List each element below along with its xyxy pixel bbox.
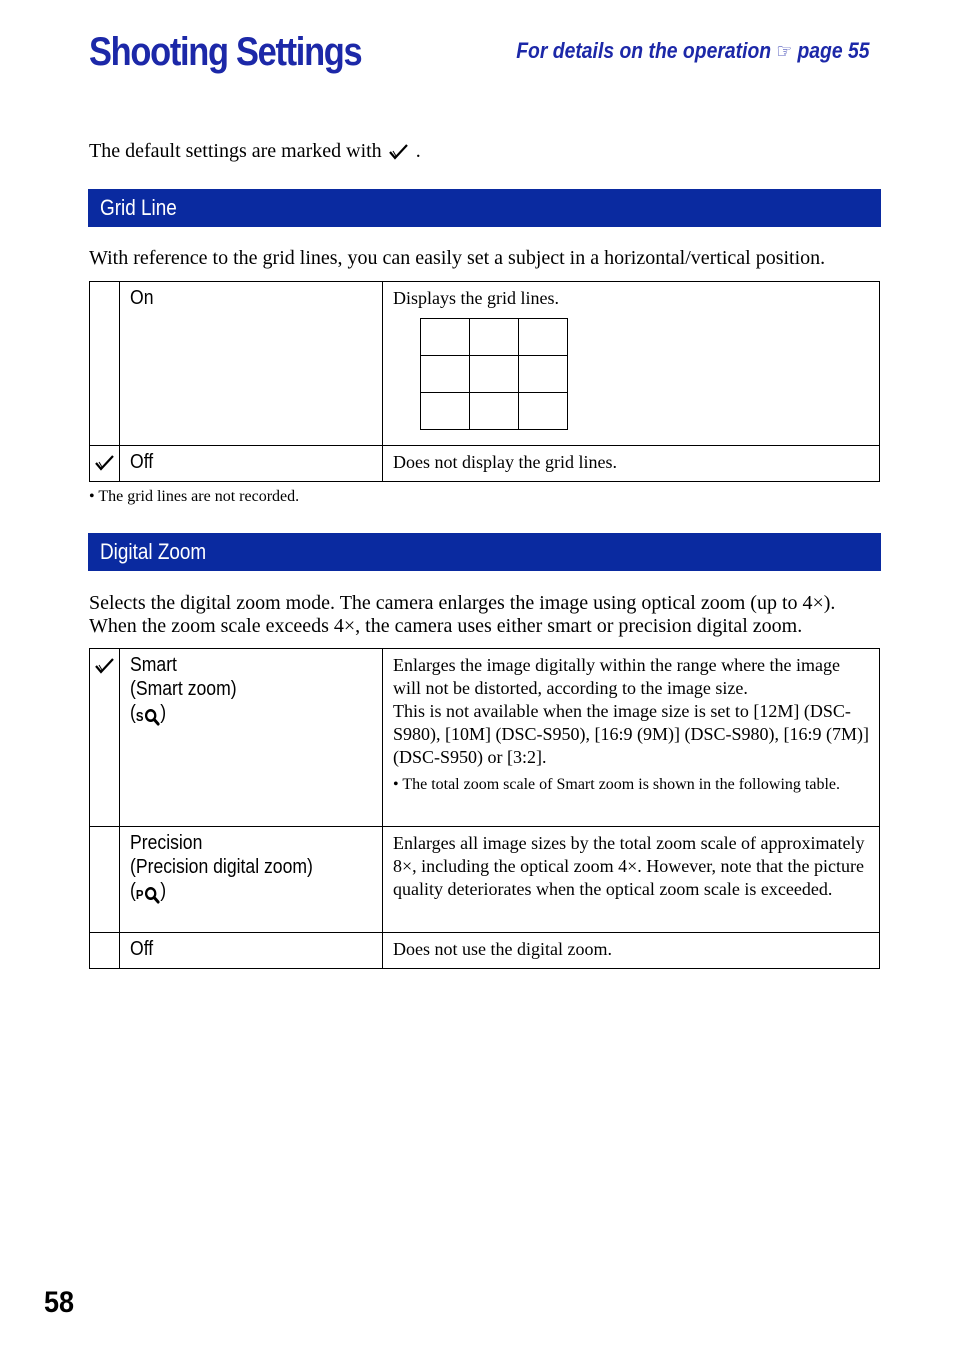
section-heading-grid-line: [88, 189, 881, 227]
option-label: Smart: [130, 654, 177, 676]
operation-reference-link[interactable]: [517, 38, 870, 64]
description-cell: [383, 933, 880, 969]
grid-illustration: [420, 318, 568, 430]
digital-zoom-table: [89, 648, 880, 969]
default-note: [89, 140, 421, 163]
default-note-text: The default settings are marked with: [89, 140, 382, 162]
option-cell: [120, 282, 383, 446]
table-row: [90, 649, 880, 827]
intro-line: Selects the digital zoom mode. The camera enlarges the image using optical zoom (up to 4×).: [89, 592, 836, 614]
default-mark-cell: [90, 282, 120, 446]
table-row: [90, 827, 880, 933]
section-heading-text: Digital Zoom: [100, 539, 207, 564]
option-label: On: [130, 287, 154, 309]
option-label: Off: [130, 938, 154, 960]
grid-line-intro: With reference to the grid lines, you can easily set a subject in a horizontal/vertical position.: [89, 247, 826, 269]
digital-zoom-intro: [89, 592, 889, 638]
grid-line-table: [89, 281, 880, 482]
option-cell: [120, 933, 383, 969]
option-cell: [120, 827, 383, 933]
grid-line-footnote: • The grid lines are not recorded.: [89, 488, 300, 505]
description-text: Enlarges all image sizes by the total zoom scale of approximately 8×, including the optical zoom 4×. However, note that the picture quality deteriorates when the optical zoom scale is exceeded.: [393, 833, 865, 899]
operation-reference-page: page 55: [797, 38, 870, 63]
default-mark-cell: [90, 933, 120, 969]
option-cell: [120, 649, 383, 827]
smart-zoom-icon: S: [136, 705, 160, 729]
section-heading-text: Grid Line: [100, 195, 177, 220]
table-row: [90, 446, 880, 482]
description-cell: [383, 282, 880, 446]
operation-reference-text: For details on the operation: [516, 38, 772, 63]
option-sublabel: (Smart zoom): [130, 678, 237, 700]
description-text: Enlarges the image digitally within the range where the image will not be distorted, according to the image size.: [393, 655, 841, 698]
intro-line: When the zoom scale exceeds 4×, the camera uses either smart or precision digital zoom.: [89, 615, 803, 637]
pointing-hand-icon: ☞: [776, 40, 793, 63]
option-sublabel: (Precision digital zoom): [130, 856, 313, 878]
description-cell: [383, 649, 880, 827]
description-bullet: • The total zoom scale of Smart zoom is shown in the following table.: [393, 776, 840, 793]
page-title: Shooting Settings: [89, 30, 362, 74]
description-text: Does not display the grid lines.: [393, 452, 617, 472]
default-mark-cell: [90, 446, 120, 482]
option-cell: [120, 446, 383, 482]
checkmark-icon: [388, 143, 410, 161]
default-note-suffix: .: [415, 140, 421, 162]
default-mark-cell: [90, 649, 120, 827]
table-row: [90, 933, 880, 969]
description-text: This is not available when the image size is set to [12M] (DSC-S980), [10M] (DSC-S950), [16:9 (9M)] (DSC-S980), [16:9 (7M)] (DSC-S950) or [3:2].: [393, 701, 869, 767]
option-icon-label: ( P ): [130, 879, 166, 907]
option-icon-label: ( S ): [130, 701, 166, 729]
checkmark-icon: [94, 454, 116, 472]
description-text: Displays the grid lines.: [393, 288, 559, 308]
precision-zoom-icon: P: [136, 883, 160, 907]
description-cell: [383, 446, 880, 482]
table-row: [90, 282, 880, 446]
default-mark-cell: [90, 827, 120, 933]
option-label: Precision: [130, 832, 203, 854]
description-cell: [383, 827, 880, 933]
checkmark-icon: [94, 657, 116, 675]
description-text: Does not use the digital zoom.: [393, 939, 612, 959]
option-label: Off: [130, 451, 154, 473]
section-heading-digital-zoom: [88, 533, 881, 571]
page-number: 58: [44, 1286, 75, 1319]
